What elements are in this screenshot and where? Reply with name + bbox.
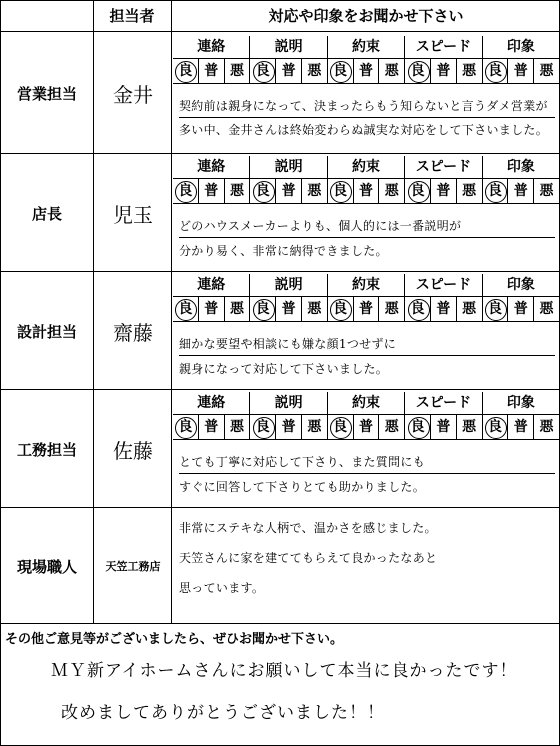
rating-option[interactable]: 悪 [456,415,482,439]
rating-option[interactable]: 普 [198,415,224,439]
rating-option[interactable]: 悪 [533,297,559,321]
rating-option[interactable]: 悪 [301,179,327,203]
category-label: 印象 [482,156,559,178]
rating-option[interactable]: 普 [275,297,301,321]
rating-option[interactable]: 悪 [456,179,482,203]
rating-option[interactable]: 普 [353,297,379,321]
divider [93,1,94,623]
role-label: 工務担当 [16,440,77,459]
rating-option[interactable]: 普 [507,297,533,321]
rating-option-selected[interactable]: 良 [173,415,198,439]
divider [1,623,559,624]
category-label: スピード [404,274,481,296]
rating-option-selected[interactable]: 良 [327,179,353,203]
category-header-row [173,36,559,59]
category-label: 連絡 [197,39,226,55]
rating-grid [173,156,559,204]
rating-option-selected[interactable]: 良 [482,297,508,321]
rating-option-selected[interactable]: 良 [482,59,508,83]
rating-option[interactable]: 悪 [224,59,250,83]
divider [1,271,559,272]
rating-option[interactable]: 普 [275,59,301,83]
comment-line: 多い中、金井さんは終始変わらぬ誠実な対応をして下さいました。 [179,123,549,137]
rating-option[interactable]: 普 [198,179,224,203]
rating-row [173,179,559,204]
rating-option[interactable]: 普 [507,415,533,439]
category-label: 印象 [482,36,559,58]
comment-line: 分かり易く、非常に納得できました。 [179,244,388,258]
rating-option[interactable]: 悪 [301,415,327,439]
role-label: 店長 [31,204,62,223]
rating-option[interactable]: 普 [430,179,456,203]
comment-line: すぐに回答して下さりとても助かりました。 [179,480,426,494]
divider [1,31,559,32]
comment-line: 細かな要望や相談にも嫌な顔1つせずに [179,334,555,356]
rating-grid [173,274,559,322]
staff-column-header: 担当者 [109,7,155,25]
rating-option[interactable]: 普 [507,59,533,83]
rating-option[interactable]: 普 [353,59,379,83]
rating-option-selected[interactable]: 良 [249,179,275,203]
rating-option-selected[interactable]: 良 [173,59,198,83]
category-label: 説明 [249,392,326,414]
rating-option-selected[interactable]: 良 [404,415,430,439]
person-name: 齋藤 [113,320,153,345]
category-label: 約束 [327,274,404,296]
rating-option[interactable]: 悪 [533,415,559,439]
category-label: スピード [404,156,481,178]
divider [1,389,559,390]
person-name: 児玉 [113,202,153,227]
rating-option-selected[interactable]: 良 [482,415,508,439]
comment-line: どのハウスメーカーよりも、個人的には一番説明が [179,216,555,238]
rating-option-selected[interactable]: 良 [404,297,430,321]
rating-row [173,59,559,84]
comment-line: 契約前は親身になって、決まったらもう知らないと言うダメ営業が [179,96,555,118]
rating-option[interactable]: 普 [353,179,379,203]
role-label: 設計担当 [16,322,77,341]
role-label: 現場職人 [16,557,77,576]
rating-option-selected[interactable]: 良 [327,297,353,321]
category-label: 印象 [482,274,559,296]
category-label: 連絡 [197,277,226,293]
category-label: 説明 [249,274,326,296]
divider [1,153,559,154]
comment-line: 非常にステキな人柄で、温かさを感じました。 [179,521,437,535]
rating-option[interactable]: 普 [430,297,456,321]
rating-option-selected[interactable]: 良 [404,179,430,203]
rating-row [173,297,559,322]
extra-comment-line: 改めましてありがとうございました！！ [61,703,385,723]
rating-grid [173,36,559,84]
rating-option[interactable]: 悪 [378,297,404,321]
rating-option-selected[interactable]: 良 [249,59,275,83]
person-name: 天笠工務店 [105,560,161,573]
rating-option[interactable]: 普 [275,179,301,203]
category-label: 印象 [482,392,559,414]
category-label: 連絡 [197,395,226,411]
rating-option[interactable]: 悪 [378,415,404,439]
rating-option[interactable]: 普 [430,415,456,439]
rating-option[interactable]: 普 [275,415,301,439]
extra-comments-label: その他ご意見等がございましたら、ぜひお聞かせ下さい。 [5,632,344,647]
rating-option[interactable]: 悪 [301,59,327,83]
comment-line: 親身になって対応して下さいました。 [179,362,389,376]
rating-option[interactable]: 普 [198,59,224,83]
rating-grid [173,392,559,440]
rating-option[interactable]: 悪 [224,415,250,439]
category-header-row [173,392,559,415]
category-header-row [173,274,559,297]
rating-option[interactable]: 普 [430,59,456,83]
category-label: 説明 [249,156,326,178]
rating-option[interactable]: 悪 [224,297,250,321]
category-header-row [173,156,559,179]
divider [171,1,172,623]
category-label: スピード [404,392,481,414]
rating-row [173,415,559,440]
comment-line: とても丁寧に対応して下さり、また質問にも [179,452,555,474]
rating-option-selected[interactable]: 良 [327,59,353,83]
category-label: 約束 [327,36,404,58]
rating-option[interactable]: 普 [198,297,224,321]
rating-option[interactable]: 悪 [378,179,404,203]
rating-option-selected[interactable]: 良 [173,179,198,203]
rating-option-selected[interactable]: 良 [404,59,430,83]
person-name: 金井 [113,82,153,107]
comment-line: 天笠さんに家を建ててもらえて良かったなあと [179,551,438,565]
rating-option-selected[interactable]: 良 [327,415,353,439]
comment-line: 思っています。 [179,581,265,595]
rating-option[interactable]: 普 [507,179,533,203]
rating-option-selected[interactable]: 良 [249,297,275,321]
role-label: 営業担当 [16,84,77,103]
rating-option[interactable]: 悪 [224,179,250,203]
rating-option[interactable]: 悪 [533,179,559,203]
extra-comment-line: ＭＹ新アイホームさんにお願いして本当に良かったです！ [51,661,518,681]
rating-option[interactable]: 悪 [456,297,482,321]
rating-option[interactable]: 普 [353,415,379,439]
category-label: 説明 [249,36,326,58]
category-label: 約束 [327,156,404,178]
rating-option-selected[interactable]: 良 [482,179,508,203]
person-name: 佐藤 [113,438,153,463]
rating-option[interactable]: 悪 [533,59,559,83]
category-label: 約束 [327,392,404,414]
divider [1,507,559,508]
category-label: スピード [404,36,481,58]
rating-option[interactable]: 悪 [378,59,404,83]
rating-option-selected[interactable]: 良 [249,415,275,439]
feedback-column-header: 対応や印象をお聞かせ下さい [268,7,464,25]
category-label: 連絡 [197,159,226,175]
rating-option-selected[interactable]: 良 [173,297,198,321]
rating-option[interactable]: 悪 [301,297,327,321]
rating-option[interactable]: 悪 [456,59,482,83]
